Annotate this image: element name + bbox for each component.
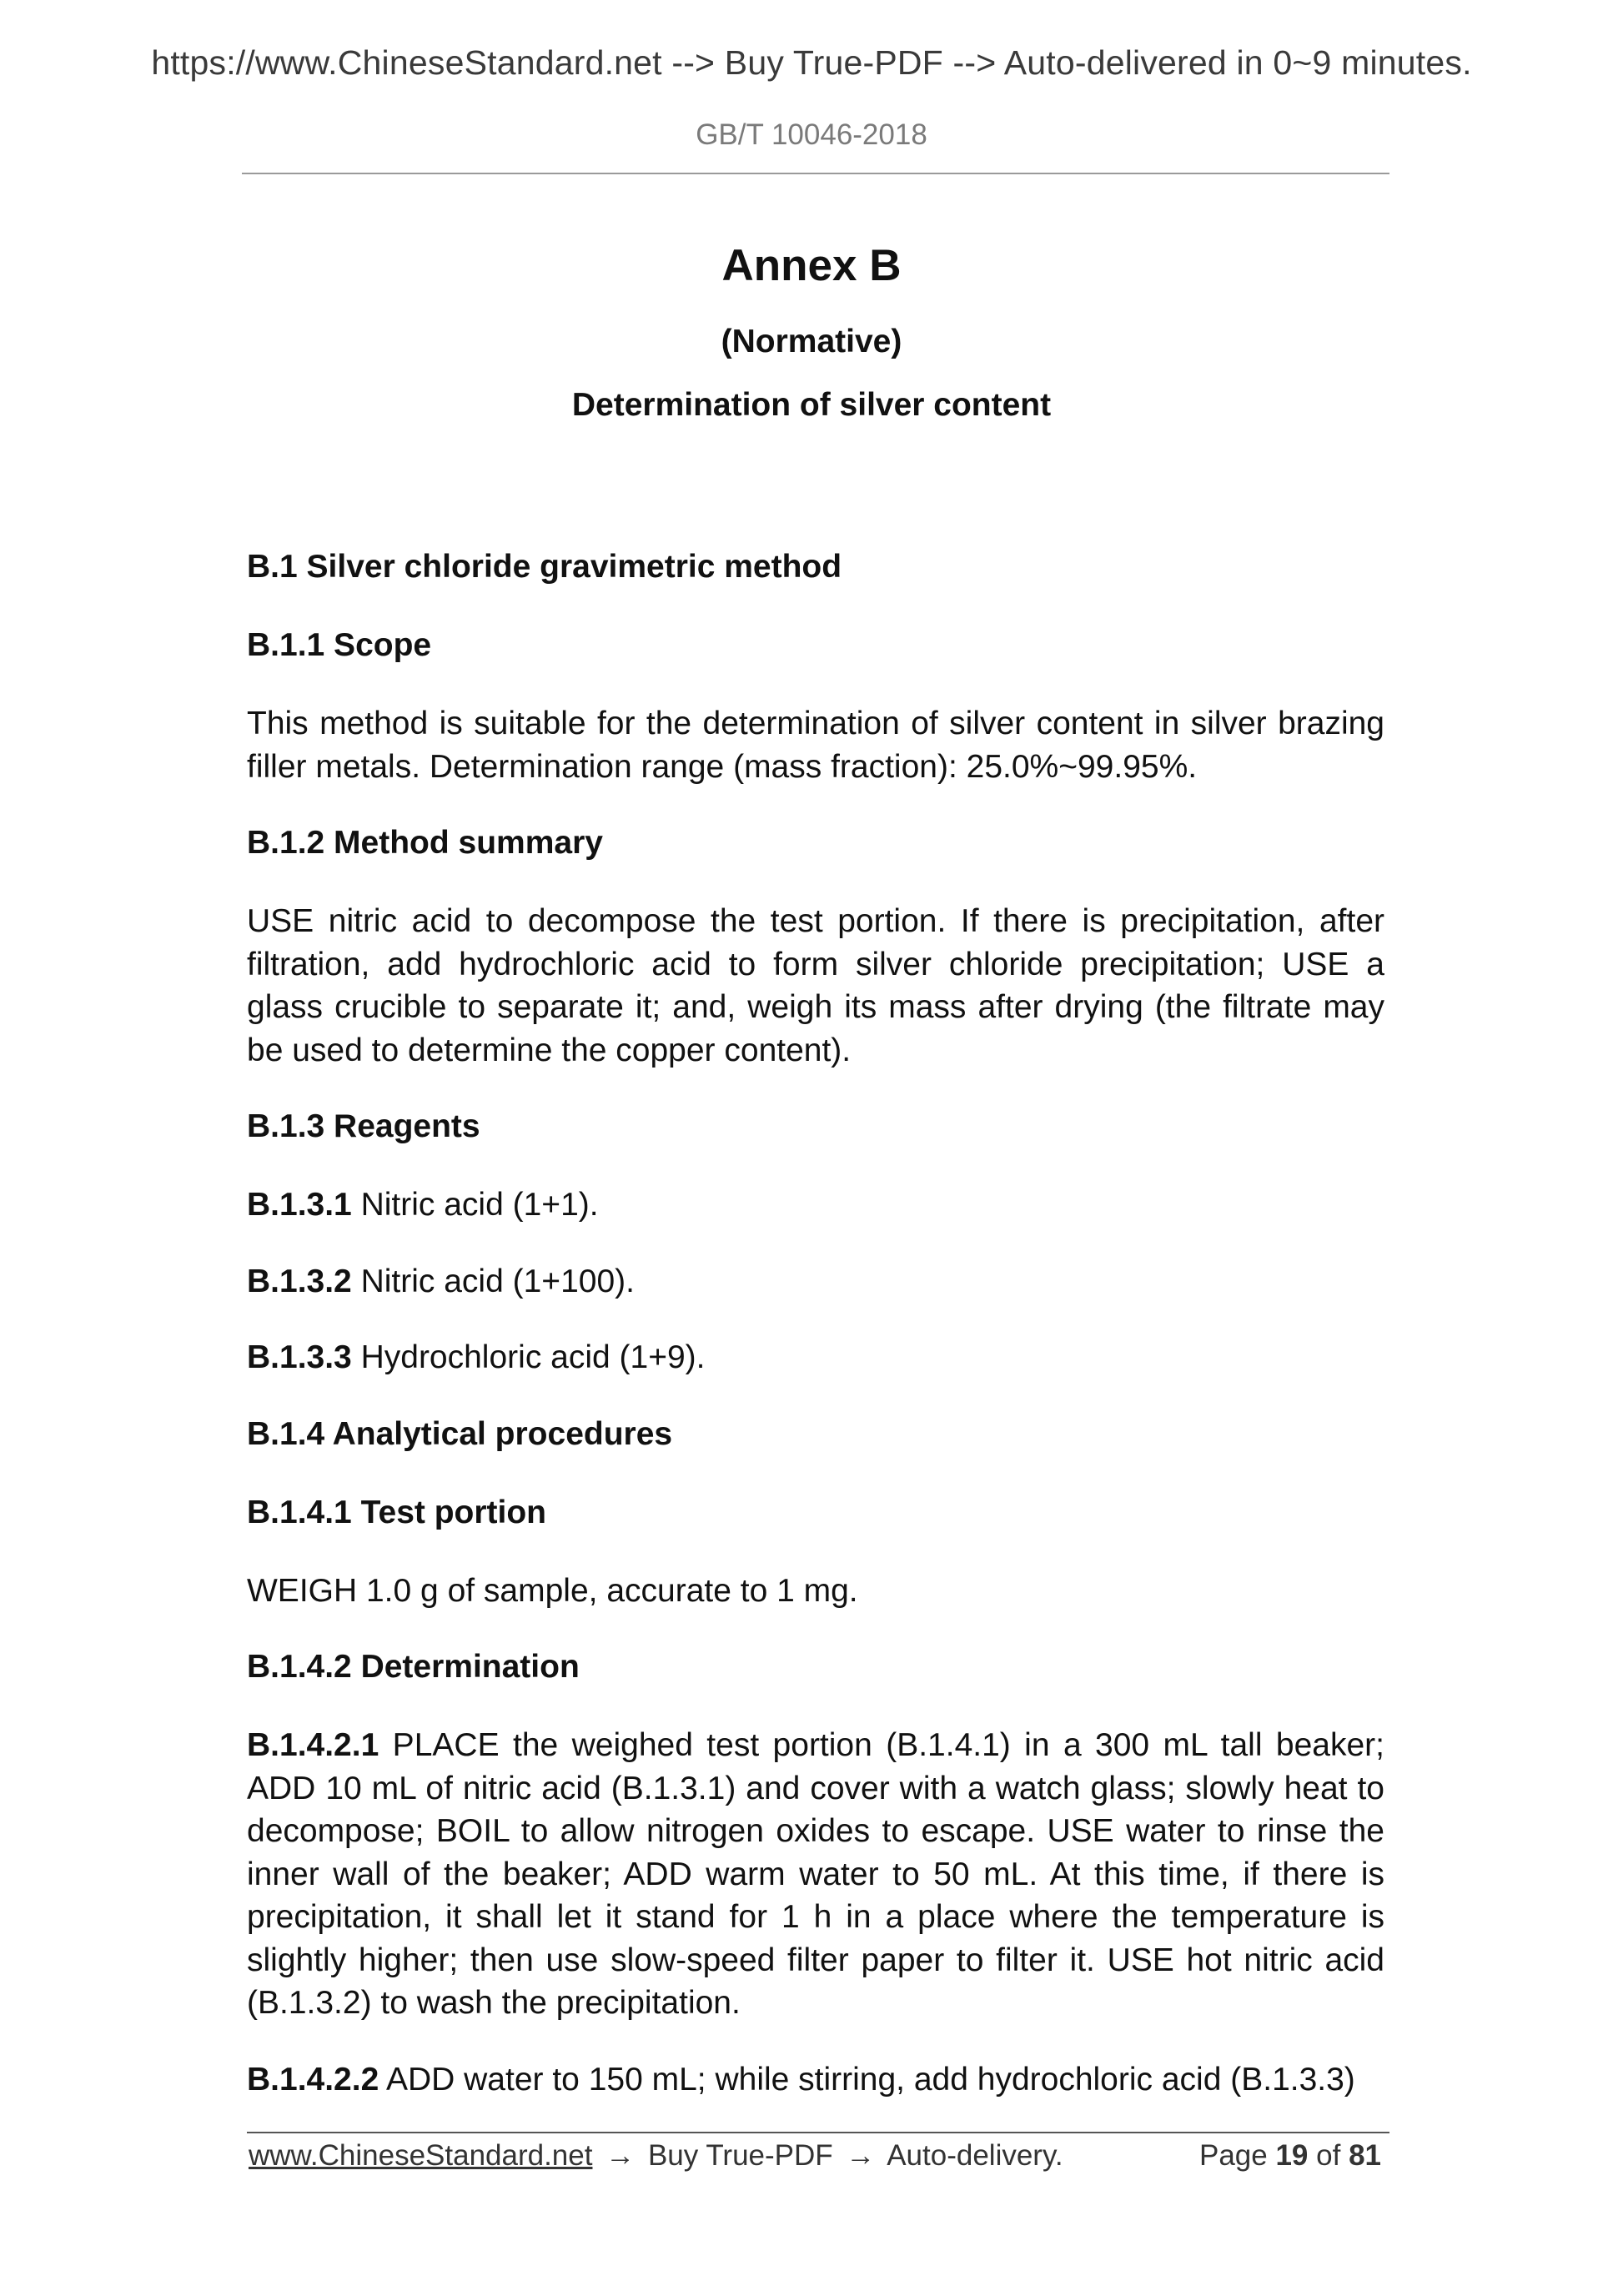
annex-title: Annex B (721, 241, 902, 290)
footer-divider (247, 2132, 1389, 2133)
clause-number: B.1.3.2 (247, 1263, 352, 1299)
clause-number: B.1.4.2.2 (247, 2061, 379, 2098)
paragraph-scope: This method is suitable for the determination of silver content in silver brazing filler metals. Determination range (mass fraction): 25.0%~99.95%. (247, 706, 1384, 785)
arrow-right-icon: → (846, 2139, 876, 2172)
top-banner: https://www.ChineseStandard.net --> Buy True-PDF --> Auto-delivered in 0~9 minutes. (151, 43, 1472, 82)
current-page: 19 (1275, 2139, 1309, 2172)
total-pages: 81 (1349, 2139, 1381, 2172)
footer-site-link[interactable]: www.ChineseStandard.net (249, 2139, 593, 2172)
reagent-item-1 (247, 1183, 1384, 1227)
clause-text: PLACE the weighed test portion (B.1.4.1) in a 300 mL tall beaker; ADD 10 mL of nitric acid (B.1.3.1) and cover with a watch glass; slowly heat to decompose; BOIL to allow nitrogen oxides to escape. USE water to rinse the inner wall of the beaker; ADD warm water to 50 mL. At this time, if there is precipitation, it shall let it stand for 1 h in a place where the temperature is slightly higher; then use slow-speed filter paper to filter it. USE hot nitric acid (B.1.3.2) to wash the precipitation. (247, 1727, 1384, 2021)
section-heading-b12: B.1.2 Method summary (247, 825, 603, 861)
clause-number: B.1.3.3 (247, 1339, 352, 1375)
document-body (247, 545, 1384, 2134)
paragraph-test-portion: WEIGH 1.0 g of sample, accurate to 1 mg. (247, 1572, 858, 1609)
page-label: Page (1198, 2139, 1268, 2172)
reagent-item-2 (247, 1260, 1384, 1304)
paragraph-method-summary: USE nitric acid to decompose the test portion. If there is precipitation, after filtration, add hydrochloric acid to form silver chloride precipitation; USE a glass crucible to separate it; and, weigh its mass after drying (the filtrate may be used to determine the copper content). (247, 903, 1384, 1068)
clause-text: Nitric acid (1+100). (351, 1263, 635, 1299)
of-label: of (1316, 2139, 1341, 2172)
section-heading-b14: B.1.4 Analytical procedures (247, 1415, 673, 1452)
page-number (1199, 2139, 1381, 2173)
arrow-right-icon: → (605, 2139, 636, 2172)
clause-text: Hydrochloric acid (1+9). (351, 1339, 706, 1375)
footer-delivery-text: Auto-delivery. (887, 2139, 1063, 2172)
footer-buy-text: Buy True-PDF (647, 2139, 833, 2172)
section-heading-b13: B.1.3 Reagents (247, 1108, 480, 1144)
section-heading-b1: B.1 Silver chloride gravimetric method (247, 549, 842, 585)
paragraph-determination-2 (247, 2058, 1384, 2102)
standard-code: GB/T 10046-2018 (696, 118, 927, 151)
clause-text: ADD water to 150 mL; while stirring, add hydrochloric acid (B.1.3.3) (379, 2061, 1355, 2098)
clause-number: B.1.4.2.1 (247, 1727, 379, 1763)
reagent-item-3 (247, 1336, 1384, 1379)
annex-type: (Normative) (721, 324, 902, 359)
section-heading-b142: B.1.4.2 Determination (247, 1649, 580, 1685)
paragraph-determination-1 (247, 1724, 1384, 2025)
section-heading-b11: B.1.1 Scope (247, 627, 432, 663)
annex-subject: Determination of silver content (571, 387, 1052, 423)
clause-text: Nitric acid (1+1). (351, 1187, 599, 1223)
section-heading-b141: B.1.4.1 Test portion (247, 1494, 546, 1530)
header-divider (242, 173, 1389, 174)
clause-number: B.1.3.1 (247, 1187, 352, 1223)
footer-left (249, 2139, 1063, 2173)
